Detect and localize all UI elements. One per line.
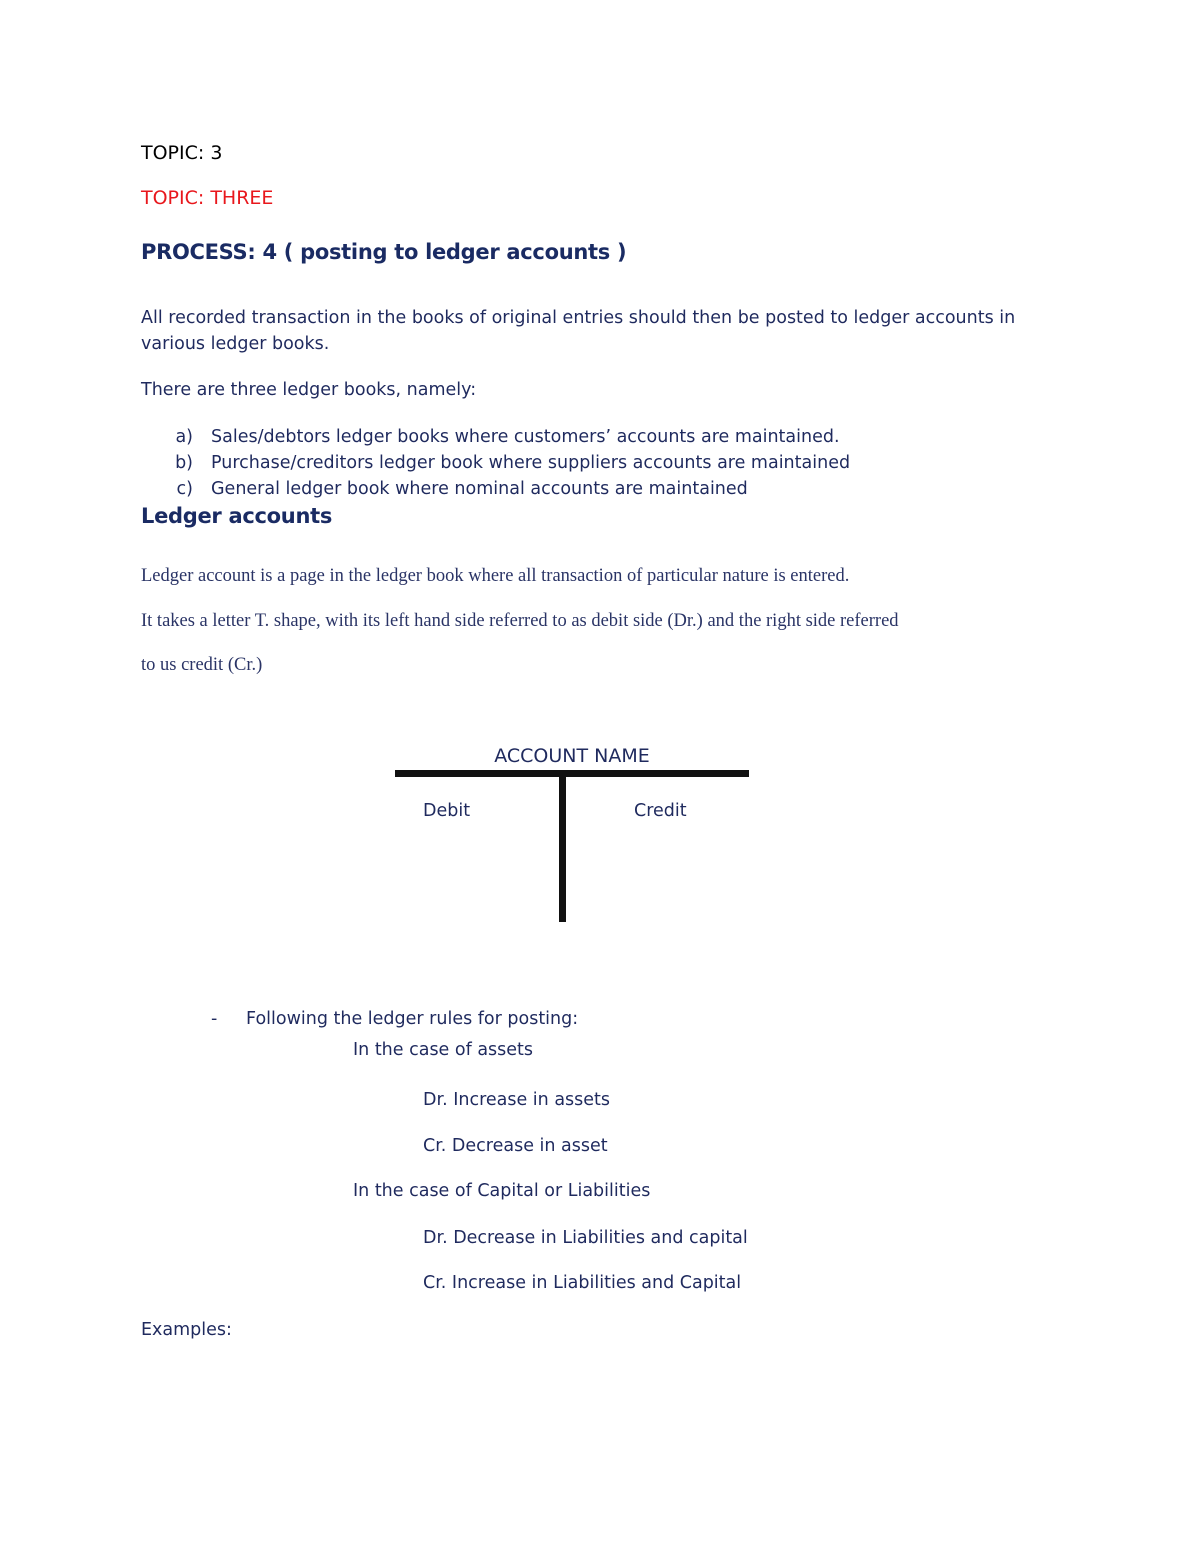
capital-credit-rule: Cr. Increase in Liabilities and Capital — [423, 1273, 742, 1293]
list-item: Sales/debtors ledger books where customers’ accounts are maintained. — [211, 427, 840, 447]
topic-number: TOPIC: 3 — [141, 142, 223, 164]
list-marker: a) — [175, 427, 193, 447]
list-marker: b) — [175, 453, 193, 473]
list-item: General ledger book where nominal accounts are maintained — [211, 479, 748, 499]
list-item: Purchase/creditors ledger book where suppliers accounts are maintained — [211, 453, 851, 473]
topic-word: TOPIC: THREE — [141, 187, 274, 209]
t-account-debit-label: Debit — [423, 801, 471, 821]
assets-heading: In the case of assets — [353, 1040, 534, 1060]
tshape-line-1: It takes a letter T. shape, with its left hand side referred to as debit side (Dr.) and the right side referred — [141, 611, 899, 631]
t-account-horizontal-bar — [395, 770, 749, 777]
capital-liabilities-heading: In the case of Capital or Liabilities — [353, 1181, 651, 1201]
assets-debit-rule: Dr. Increase in assets — [423, 1090, 611, 1110]
intro-paragraph-line-1: All recorded transaction in the books of original entries should then be posted to ledger accounts in — [141, 308, 1016, 328]
ledger-accounts-heading: Ledger accounts — [141, 504, 333, 528]
definition-line: Ledger account is a page in the ledger book where all transaction of particular nature is entered. — [141, 566, 850, 586]
t-account-title: ACCOUNT NAME — [494, 745, 650, 767]
tshape-line-2: to us credit (Cr.) — [141, 655, 263, 675]
list-marker: c) — [176, 479, 193, 499]
rules-intro: Following the ledger rules for posting: — [246, 1009, 579, 1029]
three-books-intro: There are three ledger books, namely: — [141, 380, 477, 400]
rules-bullet: - — [211, 1009, 218, 1029]
capital-debit-rule: Dr. Decrease in Liabilities and capital — [423, 1228, 748, 1248]
t-account-vertical-bar — [559, 774, 566, 922]
intro-paragraph-line-2: various ledger books. — [141, 334, 330, 354]
t-account-credit-label: Credit — [634, 801, 687, 821]
process-heading: PROCESS: 4 ( posting to ledger accounts ) — [141, 240, 627, 264]
assets-credit-rule: Cr. Decrease in asset — [423, 1136, 608, 1156]
examples-label: Examples: — [141, 1320, 232, 1340]
